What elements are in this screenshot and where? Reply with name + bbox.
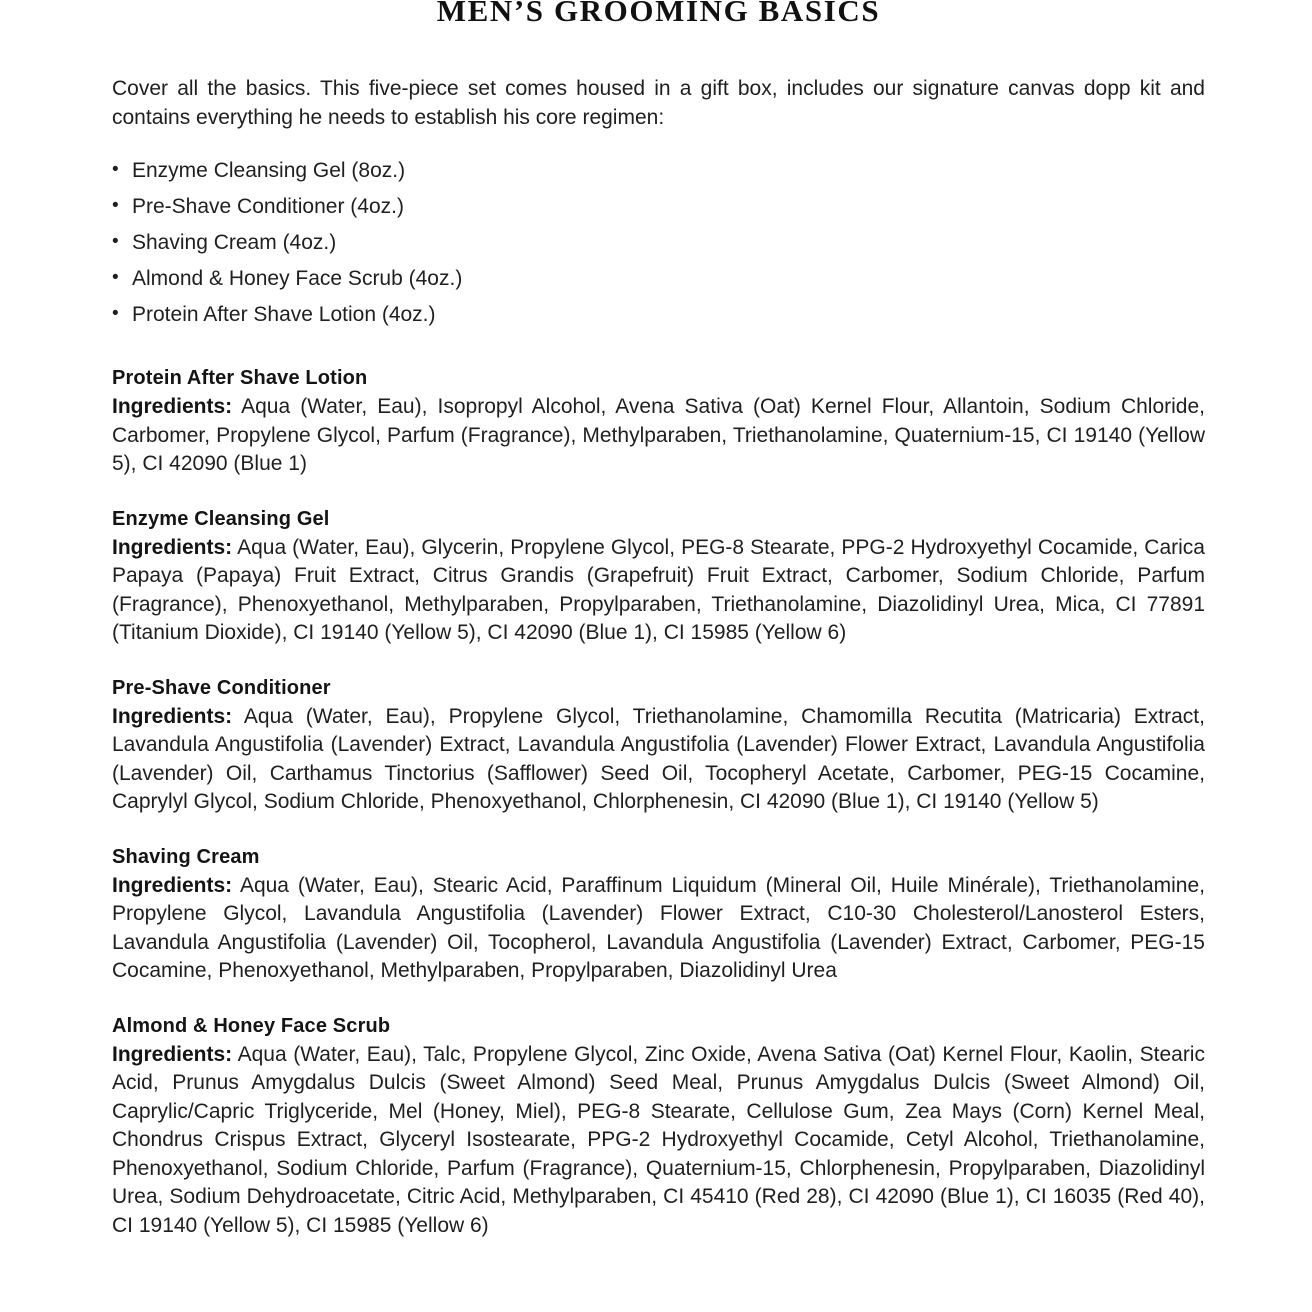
- ingredients-section: [112, 364, 1205, 479]
- section-body: [112, 1041, 1205, 1241]
- ingredients-label: Ingredients:: [112, 704, 233, 728]
- page-title: MEN’S GROOMING BASICS: [436, 0, 881, 28]
- list-item: • Pre-Shave Conditioner (4oz.): [112, 194, 1205, 219]
- ingredients-section: [112, 505, 1205, 648]
- list-item: • Enzyme Cleansing Gel (8oz.): [112, 158, 1205, 183]
- section-body: [112, 534, 1205, 648]
- ingredients-text: Aqua (Water, Eau), Talc, Propylene Glycol, Zinc Oxide, Avena Sativa (Oat) Kernel Flour, Kaolin, Stearic Acid, Prunus Amygdalus Dulcis (Sweet Almond) Seed Meal, Prunus Amygdalus Dulcis (Sweet Almond) Oil, Caprylic/Capric Triglyceride, Mel (Honey, Miel), PEG-8 Stearate, Cellulose Gum, Zea Mays (Corn) Kernel Meal, Chondrus Crispus Extract, Glyceryl Isostearate, PPG-2 Hydroxyethyl Cocamide, Cetyl Alcohol, Triethanolamine, Phenoxyethanol, Sodium Chloride, Parfum (Fragrance), Quaternium-15, Chlorphenesin, Propylparaben, Diazolidinyl Urea, Sodium Dehydroacetate, Citric Acid, Methylparaben, CI 45410 (Red 28), CI 42090 (Blue 1), CI 16035 (Red 40), CI 19140 (Yellow 5), CI 15985 (Yellow 6): [112, 1042, 1205, 1237]
- ingredients-text: Aqua (Water, Eau), Stearic Acid, Paraffinum Liquidum (Mineral Oil, Huile Minérale), Triethanolamine, Propylene Glycol, Lavandula Angustifolia (Lavender) Flower Extract, C10-30 Cholesterol/Lanosterol Esters, Lavandula Angustifolia (Lavender) Oil, Tocopherol, Lavandula Angustifolia (Lavender) Extract, Carbomer, PEG-15 Cocamine, Phenoxyethanol, Methylparaben, Propylparaben, Diazolidinyl Urea: [112, 873, 1205, 982]
- ingredients-text: Aqua (Water, Eau), Isopropyl Alcohol, Avena Sativa (Oat) Kernel Flour, Allantoin, Sodium Chloride, Carbomer, Propylene Glycol, Parfum (Fragrance), Methylparaben, Triethanolamine, Quaternium-15, CI 19140 (Yellow 5), CI 42090 (Blue 1): [112, 395, 1205, 475]
- section-body: [112, 872, 1205, 986]
- ingredients-label: Ingredients:: [112, 1042, 233, 1066]
- section-body: [112, 703, 1205, 817]
- ingredients-text: Aqua (Water, Eau), Propylene Glycol, Triethanolamine, Chamomilla Recutita (Matricaria) Extract, Lavandula Angustifolia (Lavender) Extract, Lavandula Angustifolia (Lavender) Flower Extract, Lavandula Angustifolia (Lavender) Oil, Carthamus Tinctorius (Safflower) Seed Oil, Tocopheryl Acetate, Carbomer, PEG-15 Cocamine, Caprylyl Glycol, Sodium Chloride, Phenoxyethanol, Chlorphenesin, CI 42090 (Blue 1), CI 19140 (Yellow 5): [112, 704, 1205, 813]
- ingredients-sections: [112, 364, 1205, 1240]
- list-item: • Almond & Honey Face Scrub (4oz.): [112, 266, 1205, 291]
- list-item: • Protein After Shave Lotion (4oz.): [112, 302, 1205, 327]
- set-contents-list: [112, 158, 1205, 327]
- ingredients-section: [112, 674, 1205, 817]
- section-heading: Shaving Cream: [112, 845, 260, 868]
- list-item: • Shaving Cream (4oz.): [112, 230, 1205, 255]
- ingredients-text: Aqua (Water, Eau), Glycerin, Propylene Glycol, PEG-8 Stearate, PPG-2 Hydroxyethyl Cocamide, Carica Papaya (Papaya) Fruit Extract, Citrus Grandis (Grapefruit) Fruit Extract, Carbomer, Sodium Chloride, Parfum (Fragrance), Phenoxyethanol, Methylparaben, Propylparaben, Triethanolamine, Diazolidinyl Urea, Mica, CI 77891 (Titanium Dioxide), CI 19140 (Yellow 5), CI 42090 (Blue 1), CI 15985 (Yellow 6): [112, 535, 1205, 644]
- section-heading: Almond & Honey Face Scrub: [112, 1014, 391, 1037]
- section-body: [112, 393, 1205, 479]
- ingredients-label: Ingredients:: [112, 535, 233, 559]
- ingredients-label: Ingredients:: [112, 873, 233, 897]
- ingredients-section: [112, 843, 1205, 986]
- ingredients-section: [112, 1012, 1205, 1241]
- section-heading: Pre-Shave Conditioner: [112, 676, 331, 699]
- intro-paragraph: Cover all the basics. This five-piece set comes housed in a gift box, includes our signature canvas dopp kit and contains everything he needs to establish his core regimen:: [112, 77, 1205, 129]
- ingredients-label: Ingredients:: [112, 395, 233, 418]
- section-heading: Enzyme Cleansing Gel: [112, 507, 330, 530]
- section-heading: Protein After Shave Lotion: [112, 367, 368, 389]
